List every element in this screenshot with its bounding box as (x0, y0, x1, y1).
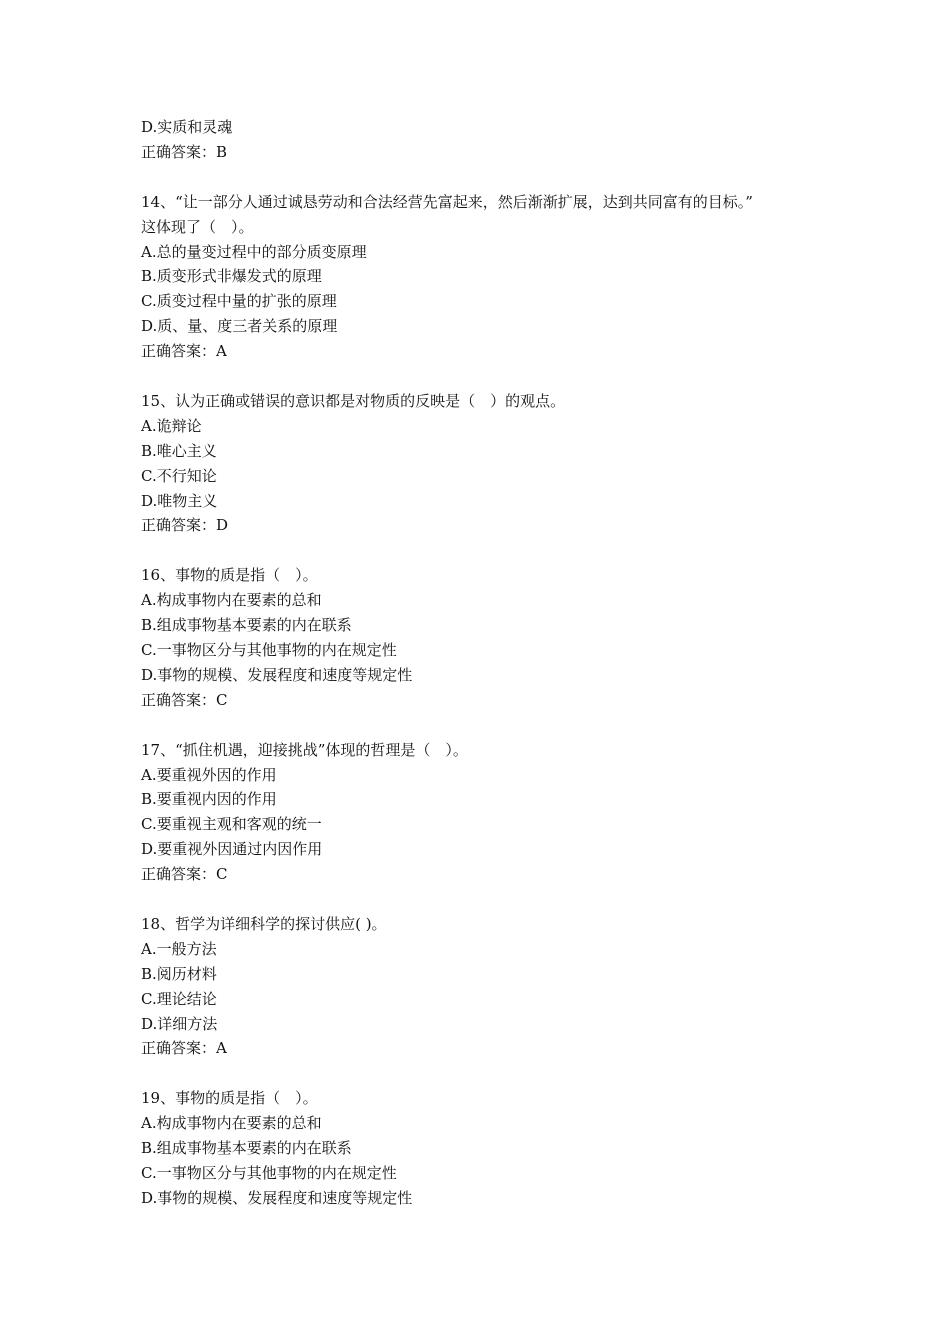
correct-answer: 正确答案：B (141, 142, 228, 161)
option-a: A.一般方法 (141, 939, 217, 958)
question-stem: 18、哲学为详细科学的探讨供应( )。 (141, 914, 387, 933)
option-b: B.唯心主义 (141, 441, 217, 460)
option-c: C.不行知论 (141, 466, 217, 485)
question-stem-continued: 这体现了（ ）。 (141, 217, 254, 236)
question-stem: 17、“抓住机遇，迎接挑战”体现的哲理是（ ）。 (141, 740, 468, 759)
option-b: B.质变形式非爆发式的原理 (141, 267, 322, 286)
question-stem: 16、事物的质是指（ ）。 (141, 566, 318, 585)
document-page (141, 115, 831, 1211)
question-16 (141, 563, 831, 712)
question-17 (141, 738, 831, 887)
option-a: A.诡辩论 (141, 416, 202, 435)
option-d: D.详细方法 (141, 1014, 218, 1033)
question-14 (141, 190, 831, 364)
question-stem: 14、“让一部分人通过诚恳劳动和合法经营先富起来，然后渐渐扩展，达到共同富有的目标。” (141, 192, 753, 211)
option-d: D.质、量、度三者关系的原理 (141, 317, 338, 336)
option-a: A.构成事物内在要素的总和 (141, 591, 322, 610)
question-19 (141, 1086, 831, 1211)
option-d: D.事物的规模、发展程度和速度等规定性 (141, 665, 413, 684)
option-b: B.组成事物基本要素的内在联系 (141, 616, 352, 635)
option-a: A.要重视外因的作用 (141, 765, 277, 784)
question-18 (141, 912, 831, 1061)
correct-answer: 正确答案：A (141, 342, 227, 361)
option-c: C.一事物区分与其他事物的内在规定性 (141, 1163, 397, 1182)
option-c: C.理论结论 (141, 989, 217, 1008)
option-c: C.要重视主观和客观的统一 (141, 815, 322, 834)
option-c: C.质变过程中量的扩张的原理 (141, 292, 337, 311)
option-b: B.组成事物基本要素的内在联系 (141, 1139, 352, 1158)
option-d: D.事物的规模、发展程度和速度等规定性 (141, 1188, 413, 1207)
previous-question-fragment (141, 115, 831, 165)
option-d: D.唯物主义 (141, 491, 218, 510)
option-d: D.要重视外因通过内因作用 (141, 840, 323, 859)
option-a: A.构成事物内在要素的总和 (141, 1114, 322, 1133)
question-stem: 15、认为正确或错误的意识都是对物质的反映是（ ）的观点。 (141, 391, 566, 410)
option-b: B.阅历材料 (141, 964, 217, 983)
correct-answer: 正确答案：A (141, 1039, 227, 1058)
question-stem: 19、事物的质是指（ ）。 (141, 1089, 318, 1108)
option-a: A.总的量变过程中的部分质变原理 (141, 242, 367, 261)
option-d: D.实质和灵魂 (141, 118, 233, 136)
question-15 (141, 389, 831, 538)
option-b: B.要重视内因的作用 (141, 790, 277, 809)
correct-answer: 正确答案：D (141, 516, 229, 535)
option-c: C.一事物区分与其他事物的内在规定性 (141, 640, 397, 659)
correct-answer: 正确答案：C (141, 690, 228, 709)
correct-answer: 正确答案：C (141, 865, 228, 884)
